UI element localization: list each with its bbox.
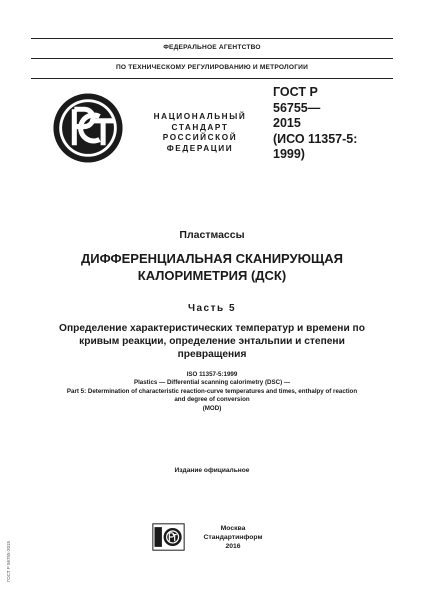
part-title-line: превращения bbox=[177, 349, 247, 360]
publisher-city: Москва bbox=[220, 525, 246, 532]
document-part: Часть 5 bbox=[187, 303, 237, 314]
document-main-title bbox=[31, 251, 393, 284]
document-subject: Пластмассы bbox=[179, 229, 245, 241]
iso-line: (MOD) bbox=[202, 404, 222, 412]
middle-rule bbox=[31, 58, 393, 59]
publisher-logo-icon bbox=[152, 523, 185, 551]
designation-line: ГОСТ Р bbox=[273, 85, 318, 99]
standard-designation bbox=[273, 85, 383, 163]
side-watermark bbox=[4, 527, 12, 583]
iso-reference bbox=[31, 371, 393, 413]
standard-type-line: СТАНДАРТ bbox=[171, 122, 229, 132]
designation-line: 1999) bbox=[273, 147, 305, 161]
designation-line: 2015 bbox=[273, 116, 301, 130]
side-watermark-text: ГОСТ Р 56755-2015 bbox=[6, 540, 11, 582]
agency-line-1: ФЕДЕРАЛЬНОЕ АГЕНТСТВО bbox=[163, 44, 261, 51]
part-title-line: кривым реакции, определение энтальпии и степени bbox=[79, 336, 345, 347]
main-title-line: ДИФФЕРЕНЦИАЛЬНАЯ СКАНИРУЮЩАЯ bbox=[80, 251, 344, 266]
iso-line: ISO 11357-5:1999 bbox=[186, 371, 238, 378]
bottom-rule bbox=[31, 78, 393, 79]
standard-type-line: ФЕДЕРАЦИИ bbox=[166, 143, 234, 153]
standard-type bbox=[150, 112, 250, 154]
top-rule bbox=[31, 38, 393, 39]
designation-line: (ИСО 11357-5: bbox=[273, 131, 358, 146]
publisher-year: 2016 bbox=[225, 543, 241, 551]
agency-line-2: ПО ТЕХНИЧЕСКОМУ РЕГУЛИРОВАНИЮ И МЕТРОЛОГИИ bbox=[115, 64, 309, 71]
iso-line: Plastics — Differential scanning calorimetry (DSC) — bbox=[133, 379, 291, 387]
standard-type-line: НАЦИОНАЛЬНЫЙ bbox=[153, 112, 247, 121]
rst-logo-icon bbox=[52, 92, 124, 164]
document-part-title bbox=[31, 322, 393, 361]
iso-line: Part 5: Determination of characteristic reaction-curve temperatures and times, enthalpy of reaction bbox=[66, 387, 358, 395]
part-title-line: Определение характеристических температур и времени по bbox=[59, 323, 365, 334]
iso-line: and degree of conversion bbox=[174, 396, 250, 404]
standard-type-line: РОССИЙСКОЙ bbox=[162, 133, 238, 142]
publisher-info bbox=[193, 524, 273, 552]
edition-label: Издание официальное bbox=[174, 467, 250, 474]
main-title-line: КАЛОРИМЕТРИЯ (ДСК) bbox=[137, 267, 287, 283]
publisher-name: Стандартинформ bbox=[203, 534, 263, 542]
designation-line: 56755— bbox=[273, 100, 321, 115]
